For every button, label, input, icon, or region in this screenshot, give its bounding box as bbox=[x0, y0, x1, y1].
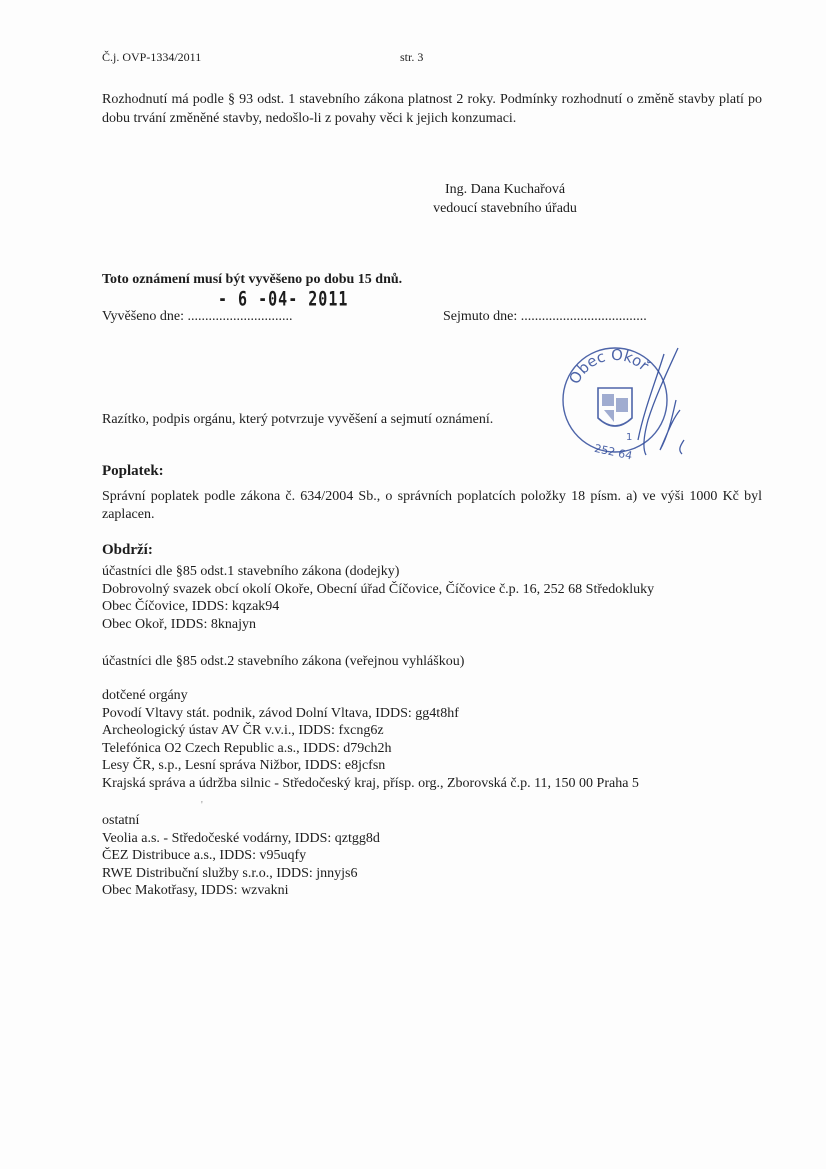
official-stamp bbox=[560, 340, 690, 470]
list-item: RWE Distribuční služby s.r.o., IDDS: jnnyjs6 bbox=[102, 865, 358, 881]
fee-title: Poplatek: bbox=[102, 463, 164, 479]
recipients-group-authorities bbox=[102, 687, 762, 792]
signature-block bbox=[410, 180, 600, 218]
list-item: Lesy ČR, s.p., Lesní správa Nižbor, IDDS: e8jcfsn bbox=[102, 758, 386, 773]
stamp-caption: Razítko, podpis orgánu, který potvrzuje vyvěšení a sejmutí oznámení. bbox=[102, 412, 494, 427]
stamp-number-1: 1 bbox=[626, 432, 633, 443]
signatory-role: vedoucí stavebního úřadu bbox=[433, 201, 577, 216]
recipients-group-others bbox=[102, 812, 762, 900]
list-item: ČEZ Distribuce a.s., IDDS: v95uqfy bbox=[102, 848, 307, 863]
list-item: Povodí Vltavy stát. podnik, závod Dolní Vltava, IDDS: gg4t8hf bbox=[102, 705, 459, 721]
recipients-group-participants bbox=[102, 563, 762, 633]
validity-paragraph: Rozhodnutí má podle § 93 odst. 1 stavebního zákona platnost 2 roky. Podmínky rozhodnutí o změně stavby platí po dobu trvání změněné stavby, nedošlo-li z povahy věci k jejich konzumaci. bbox=[102, 92, 762, 126]
list-item: Telefónica O2 Czech Republic a.s., IDDS: d79ch2h bbox=[102, 740, 392, 756]
removed-date-field: Sejmuto dne: .................................... bbox=[443, 309, 647, 324]
signatory-name: Ing. Dana Kuchařová bbox=[444, 182, 566, 197]
list-item: účastníci dle §85 odst.2 stavebního zákona (veřejnou vyhláškou) bbox=[102, 654, 465, 669]
stamp-seal-icon bbox=[560, 340, 690, 470]
list-item: účastníci dle §85 odst.1 stavebního zákona (dodejky) bbox=[102, 564, 400, 579]
list-item: Obec Číčovice, IDDS: kqzak94 bbox=[102, 599, 280, 614]
list-item: Obec Makotřasy, IDDS: wzvakni bbox=[102, 883, 289, 898]
stamp-text-top: Obec Okoř bbox=[565, 345, 653, 388]
list-item: Krajská správa a údržba silnic - Středočeský kraj, přísp. org., Zborovská č.p. 11, 150 00 Praha 5 bbox=[102, 775, 639, 791]
posted-date-stamp: - 6 -04- 2011 bbox=[218, 287, 349, 311]
list-item: Obec Okoř, IDDS: 8knajyn bbox=[102, 616, 256, 632]
reference-number: Č.j. OVP-1334/2011 bbox=[102, 50, 202, 64]
recipients-title: Obdrží: bbox=[102, 542, 153, 558]
list-item: Veolia a.s. - Středočeské vodárny, IDDS: qztgg8d bbox=[102, 830, 380, 846]
stray-mark: ' bbox=[201, 800, 203, 811]
stamp-postcode: 252 64 bbox=[593, 441, 634, 463]
recipients-group-public-notice bbox=[102, 653, 762, 671]
list-item: Archeologický ústav AV ČR v.v.i., IDDS: fxcng6z bbox=[102, 723, 384, 738]
page-number: str. 3 bbox=[400, 50, 424, 64]
posted-date-field: Vyvěšeno dne: .............................. bbox=[102, 309, 293, 324]
posting-notice-heading: Toto oznámení musí být vyvěšeno po dobu 15 dnů. bbox=[102, 272, 403, 287]
list-item: Dobrovolný svazek obcí okolí Okoře, Obecní úřad Číčovice, Číčovice č.p. 16, 252 68 Středokluky bbox=[102, 581, 655, 597]
list-item: ostatní bbox=[102, 813, 140, 828]
fee-text: Správní poplatek podle zákona č. 634/2004 Sb., o správních poplatcích položky 18 písm. a) ve výši 1000 Kč byl zaplacen. bbox=[102, 489, 762, 522]
list-item: dotčené orgány bbox=[102, 688, 188, 703]
